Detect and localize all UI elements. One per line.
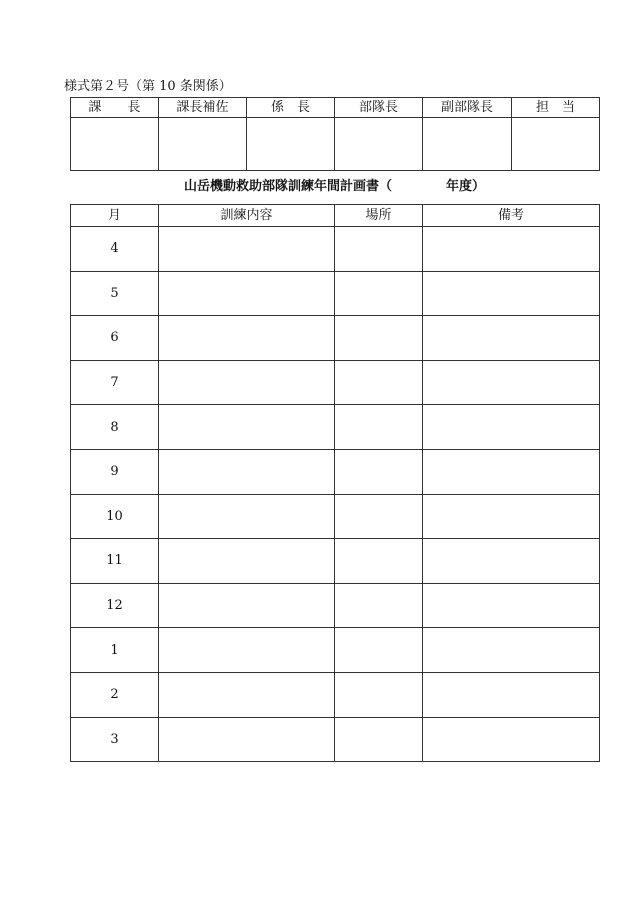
place-cell <box>335 227 423 272</box>
training-content-cell <box>159 717 335 762</box>
table-row <box>71 628 600 673</box>
table-row <box>71 717 600 762</box>
approval-header-row <box>71 98 600 118</box>
stamp-cell-deputy-unit-leader <box>423 118 512 171</box>
plan-header-row <box>71 205 600 227</box>
month-cell: 10 <box>71 494 159 539</box>
header-month: 月 <box>71 205 159 227</box>
training-content-cell <box>159 316 335 361</box>
table-row <box>71 405 600 450</box>
training-content-cell <box>159 405 335 450</box>
training-content-cell <box>159 539 335 584</box>
table-row <box>71 271 600 316</box>
training-content-cell <box>159 227 335 272</box>
table-row <box>71 494 600 539</box>
document-title-suffix: 年度） <box>446 179 486 194</box>
remarks-cell <box>423 494 600 539</box>
document-title-main: 山岳機動救助部隊訓練年間計画書（ <box>183 179 392 194</box>
place-cell <box>335 405 423 450</box>
place-cell <box>335 494 423 539</box>
table-row <box>71 360 600 405</box>
month-cell: 12 <box>71 583 159 628</box>
remarks-cell <box>423 583 600 628</box>
training-content-cell <box>159 628 335 673</box>
place-cell <box>335 449 423 494</box>
remarks-cell <box>423 405 600 450</box>
document-title <box>70 179 599 195</box>
table-row <box>71 672 600 717</box>
place-cell <box>335 628 423 673</box>
remarks-cell <box>423 717 600 762</box>
month-cell: 8 <box>71 405 159 450</box>
training-content-cell <box>159 583 335 628</box>
approval-stamp-table <box>70 97 600 171</box>
place-cell <box>335 672 423 717</box>
approval-header-subsection-chief: 係 長 <box>247 98 335 118</box>
month-cell: 4 <box>71 227 159 272</box>
month-cell: 5 <box>71 271 159 316</box>
remarks-cell <box>423 628 600 673</box>
place-cell <box>335 316 423 361</box>
remarks-cell <box>423 539 600 584</box>
place-cell <box>335 583 423 628</box>
approval-header-section-chief: 課 長 <box>71 98 159 118</box>
training-content-cell <box>159 449 335 494</box>
month-cell: 6 <box>71 316 159 361</box>
month-cell: 3 <box>71 717 159 762</box>
approval-header-deputy-unit-leader: 副部隊長 <box>423 98 512 118</box>
header-place: 場所 <box>335 205 423 227</box>
stamp-cell-section-chief <box>71 118 159 171</box>
approval-header-assistant-chief: 課長補佐 <box>159 98 247 118</box>
approval-header-unit-leader: 部隊長 <box>335 98 423 118</box>
training-content-cell <box>159 494 335 539</box>
stamp-cell-subsection-chief <box>247 118 335 171</box>
training-content-cell <box>159 672 335 717</box>
place-cell <box>335 360 423 405</box>
month-cell: 11 <box>71 539 159 584</box>
training-content-cell <box>159 271 335 316</box>
approval-header-person-in-charge: 担 当 <box>512 98 600 118</box>
approval-stamp-row <box>71 118 600 171</box>
stamp-cell-assistant-chief <box>159 118 247 171</box>
month-cell: 7 <box>71 360 159 405</box>
month-cell: 1 <box>71 628 159 673</box>
remarks-cell <box>423 316 600 361</box>
remarks-cell <box>423 672 600 717</box>
month-cell: 2 <box>71 672 159 717</box>
remarks-cell <box>423 360 600 405</box>
table-row <box>71 316 600 361</box>
remarks-cell <box>423 271 600 316</box>
place-cell <box>335 539 423 584</box>
month-cell: 9 <box>71 449 159 494</box>
remarks-cell <box>423 227 600 272</box>
header-training-content: 訓練内容 <box>159 205 335 227</box>
table-row <box>71 449 600 494</box>
table-row <box>71 583 600 628</box>
table-row <box>71 227 600 272</box>
header-remarks: 備考 <box>423 205 600 227</box>
place-cell <box>335 271 423 316</box>
training-plan-table <box>70 204 600 762</box>
remarks-cell <box>423 449 600 494</box>
form-number-label: 様式第２号（第 10 条関係） <box>64 79 232 94</box>
table-row <box>71 539 600 584</box>
place-cell <box>335 717 423 762</box>
stamp-cell-unit-leader <box>335 118 423 171</box>
training-content-cell <box>159 360 335 405</box>
stamp-cell-person-in-charge <box>512 118 600 171</box>
